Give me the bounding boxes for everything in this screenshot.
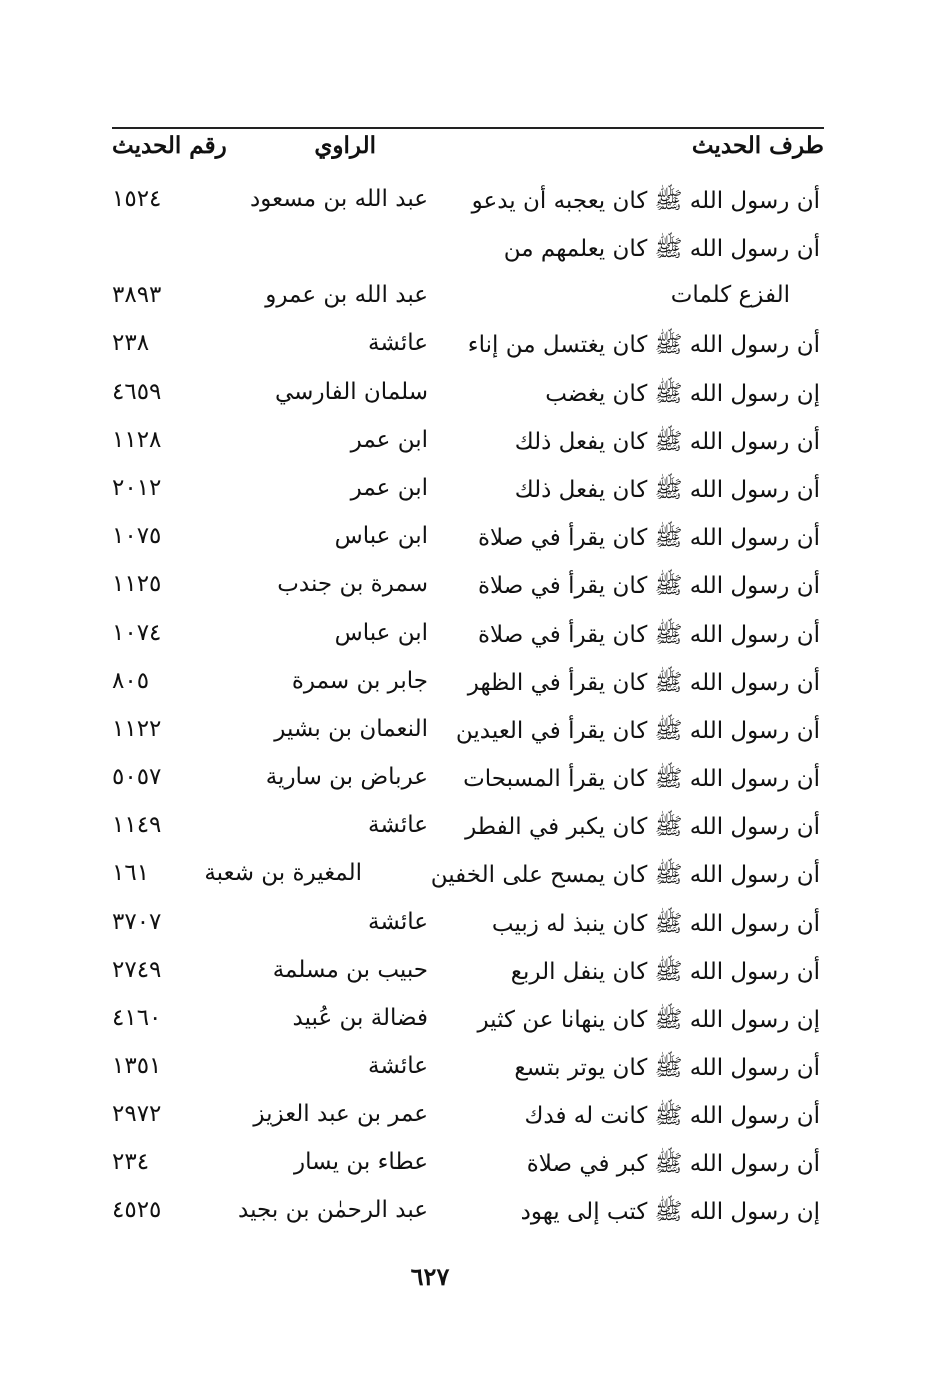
narrator: عرباض بن سارية — [265, 764, 428, 790]
hadith-text: أن رسول الله ﷺ كانت له فدك — [524, 1103, 820, 1129]
hadith-text: أن رسول الله ﷺ كان يقرأ في صلاة — [478, 525, 820, 551]
narrator: سلمان الفارسي — [275, 379, 428, 405]
hadith-number: ١٦١ — [112, 860, 150, 886]
top-rule — [112, 127, 824, 129]
hadith-number: ٥٠٥٧ — [112, 764, 162, 790]
header-number: رقم الحديث — [112, 132, 227, 159]
table-row — [112, 427, 824, 473]
hadith-number: ٣٨٩٣ — [112, 282, 162, 308]
table-row — [112, 1149, 824, 1195]
table-row — [112, 475, 824, 521]
hadith-text: إن رسول الله ﷺ كان ينهانا عن كثير — [477, 1007, 820, 1033]
hadith-text: أن رسول الله ﷺ كان يكبر في الفطر — [465, 814, 820, 840]
hadith-text: الفزع كلمات — [670, 282, 790, 308]
table-header — [112, 132, 824, 172]
narrator: عبد الله بن مسعود — [250, 186, 428, 212]
table-row — [112, 716, 824, 762]
header-hadith: طرف الحديث — [691, 132, 824, 159]
hadith-text: إن رسول الله ﷺ كان يغضب — [545, 381, 820, 407]
hadith-text: أن رسول الله ﷺ كان ينفل الربع — [510, 959, 820, 985]
table-row — [112, 957, 824, 1003]
hadith-text: أن رسول الله ﷺ كان يقرأ في الظهر — [467, 670, 820, 696]
hadith-text: أن رسول الله ﷺ كان يقرأ في صلاة — [478, 622, 820, 648]
hadith-text: أن رسول الله ﷺ كان يمسح على الخفين — [430, 862, 820, 888]
table-row — [112, 812, 824, 858]
hadith-text: أن رسول الله ﷺ كان يفعل ذلك — [514, 477, 820, 503]
hadith-number: ١٣٥١ — [112, 1053, 162, 1079]
hadith-text: أن رسول الله ﷺ كان يغتسل من إناء — [467, 332, 820, 358]
hadith-number: ١٠٧٤ — [112, 620, 162, 646]
hadith-number: ٤٥٢٥ — [112, 1197, 162, 1223]
hadith-number: ٤١٦٠ — [112, 1005, 162, 1031]
hadith-number: ٢٠١٢ — [112, 475, 162, 501]
hadith-text: إن رسول الله ﷺ كتب إلى يهود — [520, 1199, 820, 1225]
table-row — [112, 282, 824, 328]
hadith-number: ١١٢٥ — [112, 571, 162, 597]
table-row — [112, 523, 824, 569]
table-row — [112, 1101, 824, 1147]
hadith-number: ٢٣٤ — [112, 1149, 150, 1175]
narrator: ابن عباس — [334, 523, 428, 549]
table-row — [112, 330, 824, 376]
table-row — [112, 1053, 824, 1099]
hadith-text: أن رسول الله ﷺ كان يوتر بتسع — [514, 1055, 820, 1081]
hadith-number: ٤٦٥٩ — [112, 379, 162, 405]
table-row — [112, 234, 824, 280]
narrator: فضالة بن عُبيد — [292, 1005, 428, 1031]
hadith-number: ٣٧٠٧ — [112, 909, 162, 935]
table-row — [112, 764, 824, 810]
table-row — [112, 379, 824, 425]
narrator: عائشة — [368, 330, 428, 356]
narrator: ابن عمر — [350, 475, 428, 501]
narrator: سمرة بن جندب — [277, 571, 428, 597]
hadith-number: ١١٢٨ — [112, 427, 162, 453]
narrator: عائشة — [368, 909, 428, 935]
hadith-number: ١٥٢٤ — [112, 186, 162, 212]
narrator: عطاء بن يسار — [294, 1149, 428, 1175]
narrator: جابر بن سمرة — [291, 668, 428, 694]
table-row — [112, 620, 824, 666]
table-row — [112, 909, 824, 955]
narrator: عائشة — [368, 1053, 428, 1079]
header-narrator: الراوي — [314, 132, 376, 159]
hadith-number: ٨٠٥ — [112, 668, 150, 694]
table-row — [112, 860, 824, 906]
hadith-number: ١١٢٢ — [112, 716, 162, 742]
table-row — [112, 1197, 824, 1243]
hadith-text: أن رسول الله ﷺ كان يفعل ذلك — [514, 429, 820, 455]
narrator: عمر بن عبد العزيز — [253, 1101, 428, 1127]
hadith-number: ٢٧٤٩ — [112, 957, 162, 983]
page-number: ٦٢٧ — [410, 1262, 450, 1291]
hadith-text: أن رسول الله ﷺ كان يقرأ في العيدين — [455, 718, 820, 744]
narrator: عائشة — [368, 812, 428, 838]
narrator: عبد الرحمٰن بن بجيد — [238, 1197, 428, 1223]
narrator: ابن عباس — [334, 620, 428, 646]
narrator: حبيب بن مسلمة — [272, 957, 428, 983]
narrator: ابن عمر — [350, 427, 428, 453]
hadith-number: ١٠٧٥ — [112, 523, 162, 549]
table-row — [112, 668, 824, 714]
table-row — [112, 571, 824, 617]
hadith-text: أن رسول الله ﷺ كان يعلمهم من — [503, 236, 820, 262]
narrator: عبد الله بن عمرو — [265, 282, 428, 308]
hadith-text: أن رسول الله ﷺ كان يعجبه أن يدعو — [471, 188, 820, 214]
hadith-text: أن رسول الله ﷺ كان يقرأ في صلاة — [478, 573, 820, 599]
hadith-number: ٢٣٨ — [112, 330, 150, 356]
hadith-number: ٢٩٧٢ — [112, 1101, 162, 1127]
narrator: النعمان بن بشير — [274, 716, 428, 742]
hadith-number: ١١٤٩ — [112, 812, 162, 838]
table-row — [112, 1005, 824, 1051]
hadith-text: أن رسول الله ﷺ كان ينبذ له زبيب — [491, 911, 820, 937]
hadith-text: أن رسول الله ﷺ كبر في صلاة — [526, 1151, 820, 1177]
table-row — [112, 186, 824, 232]
hadith-text: أن رسول الله ﷺ كان يقرأ المسبحات — [463, 766, 820, 792]
narrator: المغيرة بن شعبة — [204, 860, 362, 886]
